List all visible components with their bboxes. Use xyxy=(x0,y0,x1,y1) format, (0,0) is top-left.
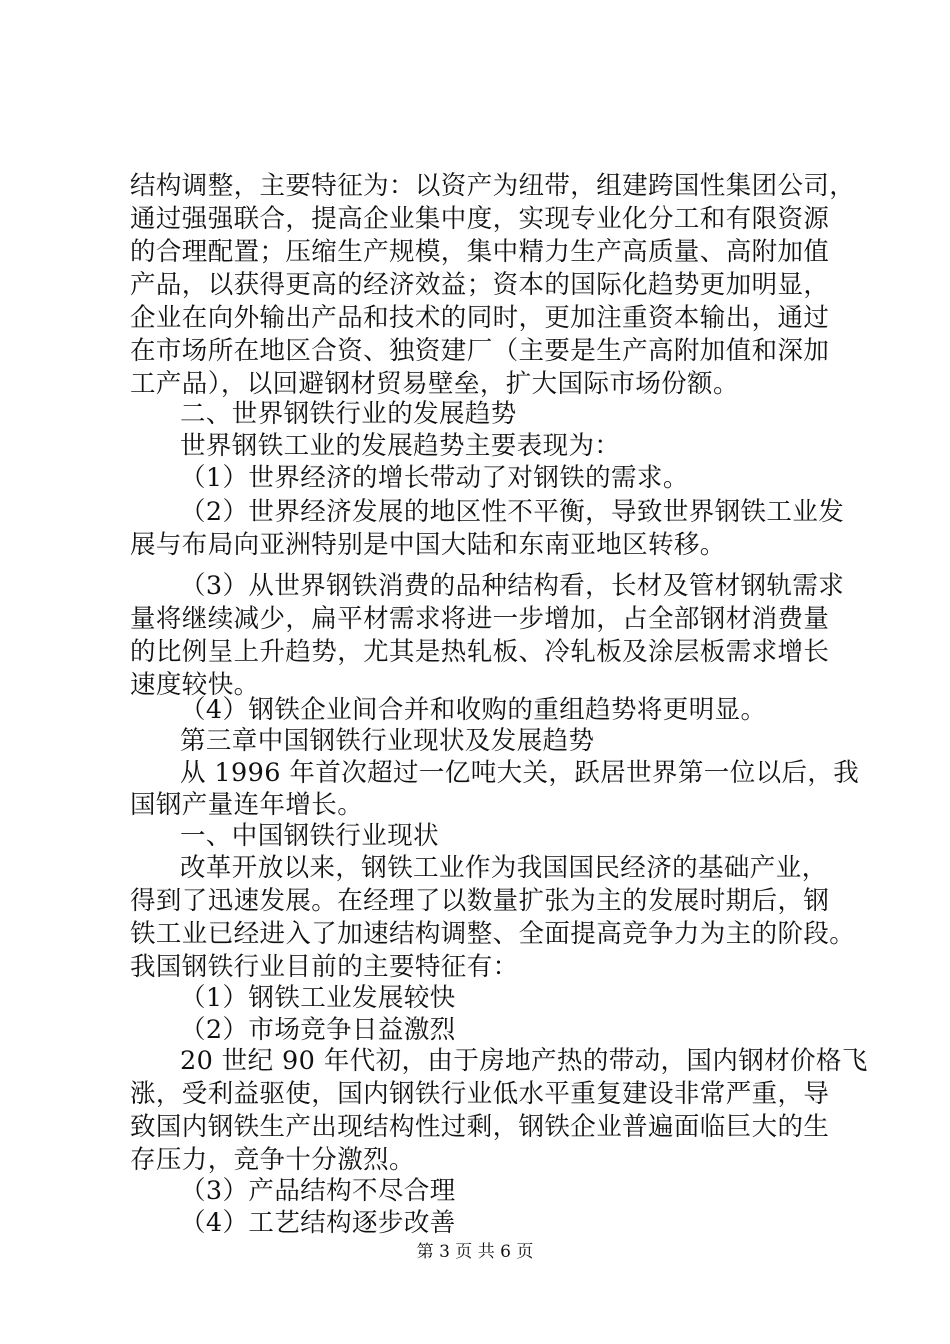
text-line: 产品，以获得更高的经济效益；资本的国际化趋势更加明显， xyxy=(130,270,830,300)
list-item: （4）钢铁企业间合并和收购的重组趋势将更明显。 xyxy=(180,695,767,725)
section-heading: 一、中国钢铁行业现状 xyxy=(180,821,440,851)
text-line: 涨，受利益驱使，国内钢铁行业低水平重复建设非常严重，导 xyxy=(130,1079,830,1109)
text-line: 世界钢铁工业的发展趋势主要表现为： xyxy=(180,431,621,461)
list-item: （1）钢铁工业发展较快 xyxy=(180,983,456,1013)
text-line: 量将继续减少，扁平材需求将进一步增加，占全部钢材消费量 xyxy=(130,604,830,634)
list-item: （4）工艺结构逐步改善 xyxy=(180,1208,456,1238)
list-item: （1）世界经济的增长带动了对钢铁的需求。 xyxy=(180,463,689,493)
text-line: 改革开放以来，钢铁工业作为我国国民经济的基础产业， xyxy=(180,853,828,883)
text-line: 展与布局向亚洲特别是中国大陆和东南亚地区转移。 xyxy=(130,530,726,560)
text-line: 速度较快。 xyxy=(130,670,260,700)
text-line: 在市场所在地区合资、独资建厂（主要是生产高附加值和深加 xyxy=(130,336,830,366)
text-line: 的比例呈上升趋势，尤其是热轧板、冷轧板及涂层板需求增长 xyxy=(130,637,830,667)
text-line: 从 1996 年首次超过一亿吨大关，跃居世界第一位以后，我 xyxy=(180,758,860,788)
list-item: （3）从世界钢铁消费的品种结构看，长材及管材钢轨需求 xyxy=(180,571,845,601)
list-item: （2）市场竞争日益激烈 xyxy=(180,1015,456,1045)
text-line: 致国内钢铁生产出现结构性过剩，钢铁企业普遍面临巨大的生 xyxy=(130,1112,830,1142)
text-line: 企业在向外输出产品和技术的同时，更加注重资本输出，通过 xyxy=(130,303,830,333)
list-item: （2）世界经济发展的地区性不平衡，导致世界钢铁工业发 xyxy=(180,497,845,527)
text-line: 我国钢铁行业目前的主要特征有： xyxy=(130,952,519,982)
list-item: （3）产品结构不尽合理 xyxy=(180,1176,456,1206)
text-line: 结构调整，主要特征为：以资产为纽带，组建跨国性集团公司， xyxy=(130,171,856,201)
page-footer: 第 3 页 共 6 页 xyxy=(416,1242,534,1262)
text-line: 20 世纪 90 年代初，由于房地产热的带动，国内钢材价格飞 xyxy=(180,1046,868,1076)
text-line: 存压力，竞争十分激烈。 xyxy=(130,1145,415,1175)
text-line: 工产品），以回避钢材贸易壁垒，扩大国际市场份额。 xyxy=(130,369,739,399)
section-heading: 二、世界钢铁行业的发展趋势 xyxy=(180,399,517,429)
text-line: 国钢产量连年增长。 xyxy=(130,790,364,820)
text-line: 得到了迅速发展。在经理了以数量扩张为主的发展时期后，钢 xyxy=(130,886,830,916)
text-line: 的合理配置；压缩生产规模，集中精力生产高质量、高附加值 xyxy=(130,237,830,267)
text-line: 通过强强联合，提高企业集中度，实现专业化分工和有限资源 xyxy=(130,204,830,234)
text-line: 铁工业已经进入了加速结构调整、全面提高竞争力为主的阶段。 xyxy=(130,919,856,949)
chapter-heading: 第三章中国钢铁行业现状及发展趋势 xyxy=(180,726,595,756)
